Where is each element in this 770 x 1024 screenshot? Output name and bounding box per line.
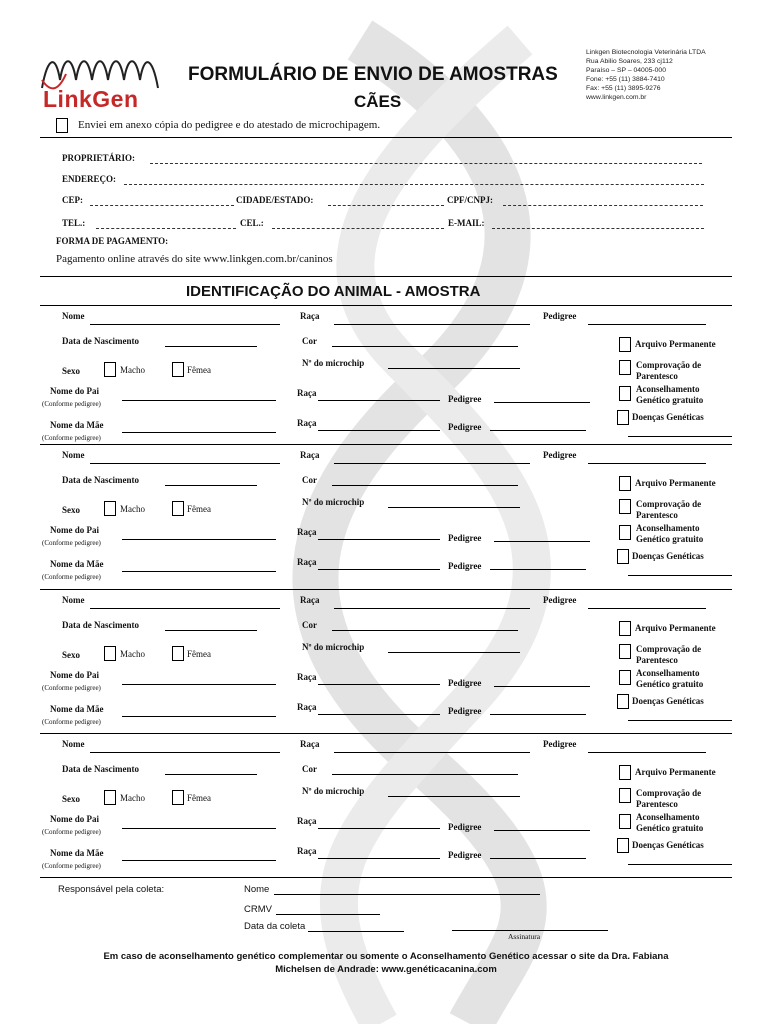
birth-date-field[interactable] — [165, 485, 257, 486]
footer-note-line1: Em caso de aconselhamento genético complementar ou somente o Aconselhamento Genético acessar o site da Dra. Fabiana — [103, 951, 669, 962]
microchip-label: Nº do microchip — [302, 642, 365, 652]
color-label: Cor — [302, 336, 317, 346]
permanent-archive-checkbox[interactable] — [619, 765, 631, 780]
mother-pedigree-field[interactable] — [490, 569, 586, 570]
parentage-checkbox[interactable] — [619, 788, 631, 803]
animal-name-field[interactable] — [90, 463, 280, 464]
collection-date-field[interactable] — [308, 931, 404, 932]
genetic-diseases-checkbox[interactable] — [617, 410, 629, 425]
parentage-checkbox[interactable] — [619, 499, 631, 514]
email-field[interactable] — [492, 228, 704, 229]
animal-name-label: Nome — [62, 595, 85, 605]
color-label: Cor — [302, 764, 317, 774]
sex-label: Sexo — [62, 366, 80, 376]
mother-name-field[interactable] — [122, 716, 276, 717]
page-title-line1: FORMULÁRIO DE ENVIO DE AMOSTRAS — [188, 64, 558, 85]
owner-label: PROPRIETÁRIO: — [62, 153, 136, 163]
birth-date-label: Data de Nascimento — [62, 336, 139, 346]
father-breed-field[interactable] — [318, 684, 440, 685]
birth-date-label: Data de Nascimento — [62, 620, 139, 630]
pedigree-label: Pedigree — [543, 311, 577, 321]
male-checkbox[interactable] — [104, 501, 116, 516]
permanent-archive-checkbox[interactable] — [619, 621, 631, 636]
father-conforme-label: (Conforme pedigree) — [42, 684, 101, 692]
father-conforme-label: (Conforme pedigree) — [42, 828, 101, 836]
parentage-label-1: Comprovação de — [636, 360, 702, 370]
pedigree-field[interactable] — [588, 324, 706, 325]
genetic-counseling-checkbox[interactable] — [619, 386, 631, 401]
breed-label: Raça — [300, 450, 320, 460]
divider — [40, 589, 732, 590]
genetic-diseases-checkbox[interactable] — [617, 549, 629, 564]
genetic-counseling-label-1: Aconselhamento — [636, 523, 700, 533]
female-checkbox[interactable] — [172, 362, 184, 377]
logo-text: LinkGen — [43, 86, 139, 112]
owner-field[interactable] — [150, 163, 702, 164]
genetic-diseases-label: Doenças Genéticas — [632, 551, 704, 561]
microchip-field[interactable] — [388, 368, 520, 369]
divider — [40, 444, 732, 445]
mother-pedigree-label: Pedigree — [448, 850, 482, 860]
company-fax: Fax: +55 (11) 3895-9276 — [586, 85, 661, 92]
divider — [40, 305, 732, 306]
genetic-counseling-label-2: Genético gratuito — [636, 823, 704, 833]
father-breed-label: Raça — [297, 816, 317, 826]
mother-breed-label: Raça — [297, 846, 317, 856]
signature-field[interactable] — [452, 930, 608, 931]
mother-pedigree-field[interactable] — [490, 430, 586, 431]
mother-breed-field[interactable] — [318, 430, 440, 431]
father-pedigree-label: Pedigree — [448, 678, 482, 688]
father-name-field[interactable] — [122, 684, 276, 685]
birth-date-field[interactable] — [165, 630, 257, 631]
genetic-counseling-label-2: Genético gratuito — [636, 534, 704, 544]
father-breed-label: Raça — [297, 388, 317, 398]
parentage-label-1: Comprovação de — [636, 644, 702, 654]
sex-label: Sexo — [62, 794, 80, 804]
microchip-field[interactable] — [388, 652, 520, 653]
father-name-label: Nome do Pai — [50, 670, 99, 680]
father-pedigree-label: Pedigree — [448, 394, 482, 404]
breed-label: Raça — [300, 595, 320, 605]
genetic-diseases-label: Doenças Genéticas — [632, 840, 704, 850]
parentage-checkbox[interactable] — [619, 360, 631, 375]
footer-note-line2: Michelsen de Andrade: www.genéticacanina.com — [275, 964, 497, 975]
female-label: Fêmea — [187, 504, 211, 514]
male-checkbox[interactable] — [104, 362, 116, 377]
animal-name-label: Nome — [62, 739, 85, 749]
cel-label: CEL.: — [240, 218, 264, 228]
pedigree-label: Pedigree — [543, 739, 577, 749]
tel-label: TEL.: — [62, 218, 86, 228]
permanent-archive-label: Arquivo Permanente — [635, 339, 716, 349]
father-pedigree-label: Pedigree — [448, 533, 482, 543]
company-web: www.linkgen.com.br — [586, 94, 647, 101]
breed-label: Raça — [300, 739, 320, 749]
permanent-archive-checkbox[interactable] — [619, 337, 631, 352]
mother-name-field[interactable] — [122, 571, 276, 572]
genetic-counseling-label-1: Aconselhamento — [636, 384, 700, 394]
microchip-label: Nº do microchip — [302, 497, 365, 507]
mother-breed-label: Raça — [297, 702, 317, 712]
email-label: E-MAIL: — [448, 218, 485, 228]
mother-breed-field[interactable] — [318, 569, 440, 570]
pedigree-label: Pedigree — [543, 450, 577, 460]
genetic-diseases-label: Doenças Genéticas — [632, 696, 704, 706]
birth-date-label: Data de Nascimento — [62, 475, 139, 485]
father-name-label: Nome do Pai — [50, 525, 99, 535]
cpf-field[interactable] — [503, 205, 703, 206]
color-field[interactable] — [332, 630, 518, 631]
microchip-field[interactable] — [388, 507, 520, 508]
crmv-label: CRMV — [244, 904, 272, 915]
breed-field[interactable] — [334, 463, 530, 464]
mother-name-field[interactable] — [122, 860, 276, 861]
sex-label: Sexo — [62, 650, 80, 660]
genetic-counseling-checkbox[interactable] — [619, 670, 631, 685]
male-label: Macho — [120, 504, 145, 514]
permanent-archive-label: Arquivo Permanente — [635, 478, 716, 488]
father-name-field[interactable] — [122, 539, 276, 540]
female-checkbox[interactable] — [172, 501, 184, 516]
mother-conforme-label: (Conforme pedigree) — [42, 434, 101, 442]
collector-name-label: Nome — [244, 884, 270, 895]
animal-name-field[interactable] — [90, 752, 280, 753]
cpf-label: CPF/CNPJ: — [447, 195, 493, 205]
father-pedigree-label: Pedigree — [448, 822, 482, 832]
father-breed-field[interactable] — [318, 828, 440, 829]
attachment-checkbox[interactable] — [56, 118, 68, 133]
genetic-counseling-label-2: Genético gratuito — [636, 679, 704, 689]
tel-field[interactable] — [96, 228, 236, 229]
mother-name-field[interactable] — [122, 432, 276, 433]
genetic-diseases-checkbox[interactable] — [617, 694, 629, 709]
mother-pedigree-label: Pedigree — [448, 422, 482, 432]
animal-name-label: Nome — [62, 311, 85, 321]
color-label: Cor — [302, 475, 317, 485]
color-field[interactable] — [332, 774, 518, 775]
parentage-checkbox[interactable] — [619, 644, 631, 659]
male-label: Macho — [120, 365, 145, 375]
mother-pedigree-label: Pedigree — [448, 706, 482, 716]
collector-name-field[interactable] — [274, 894, 540, 895]
parentage-label-1: Comprovação de — [636, 499, 702, 509]
pedigree-label: Pedigree — [543, 595, 577, 605]
page-title-line2: CÃES — [354, 92, 402, 111]
payment-label: FORMA DE PAGAMENTO: — [56, 236, 169, 246]
microchip-field[interactable] — [388, 796, 520, 797]
animal-name-field[interactable] — [90, 608, 280, 609]
divider — [40, 276, 732, 277]
collector-label: Responsável pela coleta: — [58, 884, 165, 895]
mother-pedigree-field[interactable] — [490, 714, 586, 715]
company-info — [586, 48, 706, 102]
genetic-diseases-field[interactable] — [628, 575, 732, 576]
male-label: Macho — [120, 649, 145, 659]
genetic-diseases-field[interactable] — [628, 436, 732, 437]
female-label: Fêmea — [187, 365, 211, 375]
father-breed-label: Raça — [297, 527, 317, 537]
genetic-counseling-label-2: Genético gratuito — [636, 395, 704, 405]
animal-name-label: Nome — [62, 450, 85, 460]
father-name-label: Nome do Pai — [50, 386, 99, 396]
address-field[interactable] — [124, 184, 704, 185]
parentage-label-2: Parentesco — [636, 655, 678, 665]
father-name-field[interactable] — [122, 400, 276, 401]
female-label: Fêmea — [187, 649, 211, 659]
birth-date-label: Data de Nascimento — [62, 764, 139, 774]
father-pedigree-field[interactable] — [494, 402, 590, 403]
divider — [40, 137, 732, 138]
footer-note — [40, 950, 732, 976]
father-breed-field[interactable] — [318, 539, 440, 540]
father-breed-label: Raça — [297, 672, 317, 682]
father-conforme-label: (Conforme pedigree) — [42, 400, 101, 408]
city-field[interactable] — [328, 205, 444, 206]
cep-label: CEP: — [62, 195, 83, 205]
parentage-label-1: Comprovação de — [636, 788, 702, 798]
permanent-archive-label: Arquivo Permanente — [635, 767, 716, 777]
collection-date-label: Data da coleta — [244, 921, 306, 932]
pedigree-field[interactable] — [588, 608, 706, 609]
birth-date-field[interactable] — [165, 774, 257, 775]
birth-date-field[interactable] — [165, 346, 257, 347]
mother-name-label: Nome da Mãe — [50, 848, 104, 858]
microchip-label: Nº do microchip — [302, 358, 365, 368]
cel-field[interactable] — [272, 228, 444, 229]
mother-conforme-label: (Conforme pedigree) — [42, 862, 101, 870]
male-checkbox[interactable] — [104, 790, 116, 805]
female-checkbox[interactable] — [172, 790, 184, 805]
sex-label: Sexo — [62, 505, 80, 515]
breed-field[interactable] — [334, 324, 530, 325]
genetic-counseling-label-1: Aconselhamento — [636, 812, 700, 822]
color-field[interactable] — [332, 346, 518, 347]
parentage-label-2: Parentesco — [636, 510, 678, 520]
permanent-archive-checkbox[interactable] — [619, 476, 631, 491]
mother-pedigree-label: Pedigree — [448, 561, 482, 571]
breed-label: Raça — [300, 311, 320, 321]
male-label: Macho — [120, 793, 145, 803]
genetic-counseling-label-1: Aconselhamento — [636, 668, 700, 678]
parentage-label-2: Parentesco — [636, 371, 678, 381]
address-label: ENDEREÇO: — [62, 174, 117, 184]
pedigree-field[interactable] — [588, 463, 706, 464]
company-name: Linkgen Biotecnologia Veterinária LTDA — [586, 49, 706, 56]
genetic-counseling-checkbox[interactable] — [619, 814, 631, 829]
genetic-diseases-field[interactable] — [628, 864, 732, 865]
mother-name-label: Nome da Mãe — [50, 420, 104, 430]
male-checkbox[interactable] — [104, 646, 116, 661]
company-city: Paraíso – SP – 04005-000 — [586, 67, 666, 74]
mother-breed-field[interactable] — [318, 714, 440, 715]
father-conforme-label: (Conforme pedigree) — [42, 539, 101, 547]
female-label: Fêmea — [187, 793, 211, 803]
parentage-label-2: Parentesco — [636, 799, 678, 809]
signature-label: Assinatura — [508, 932, 541, 941]
breed-field[interactable] — [334, 608, 530, 609]
company-address: Rua Abilio Soares, 233 cj112 — [586, 58, 673, 65]
father-pedigree-field[interactable] — [494, 541, 590, 542]
payment-note: Pagamento online através do site www.linkgen.com.br/caninos — [56, 253, 333, 265]
animal-name-field[interactable] — [90, 324, 280, 325]
section-title: IDENTIFICAÇÃO DO ANIMAL - AMOSTRA — [186, 283, 481, 300]
father-pedigree-field[interactable] — [494, 830, 590, 831]
genetic-counseling-checkbox[interactable] — [619, 525, 631, 540]
mother-name-label: Nome da Mãe — [50, 559, 104, 569]
mother-pedigree-field[interactable] — [490, 858, 586, 859]
color-label: Cor — [302, 620, 317, 630]
mother-conforme-label: (Conforme pedigree) — [42, 718, 101, 726]
genetic-diseases-label: Doenças Genéticas — [632, 412, 704, 422]
mother-breed-field[interactable] — [318, 858, 440, 859]
attachment-note: Enviei em anexo cópia do pedigree e do atestado de microchipagem. — [78, 119, 381, 131]
father-name-field[interactable] — [122, 828, 276, 829]
microchip-label: Nº do microchip — [302, 786, 365, 796]
mother-conforme-label: (Conforme pedigree) — [42, 573, 101, 581]
cep-field[interactable] — [90, 205, 234, 206]
city-label: CIDADE/ESTADO: — [236, 195, 314, 205]
father-name-label: Nome do Pai — [50, 814, 99, 824]
pedigree-field[interactable] — [588, 752, 706, 753]
genetic-diseases-checkbox[interactable] — [617, 838, 629, 853]
company-phone: Fone: +55 (11) 3884-7410 — [586, 76, 665, 83]
genetic-diseases-field[interactable] — [628, 720, 732, 721]
color-field[interactable] — [332, 485, 518, 486]
divider — [40, 733, 732, 734]
mother-breed-label: Raça — [297, 418, 317, 428]
father-pedigree-field[interactable] — [494, 686, 590, 687]
permanent-archive-label: Arquivo Permanente — [635, 623, 716, 633]
mother-breed-label: Raça — [297, 557, 317, 567]
divider — [40, 877, 732, 878]
crmv-field[interactable] — [276, 914, 380, 915]
mother-name-label: Nome da Mãe — [50, 704, 104, 714]
breed-field[interactable] — [334, 752, 530, 753]
father-breed-field[interactable] — [318, 400, 440, 401]
female-checkbox[interactable] — [172, 646, 184, 661]
